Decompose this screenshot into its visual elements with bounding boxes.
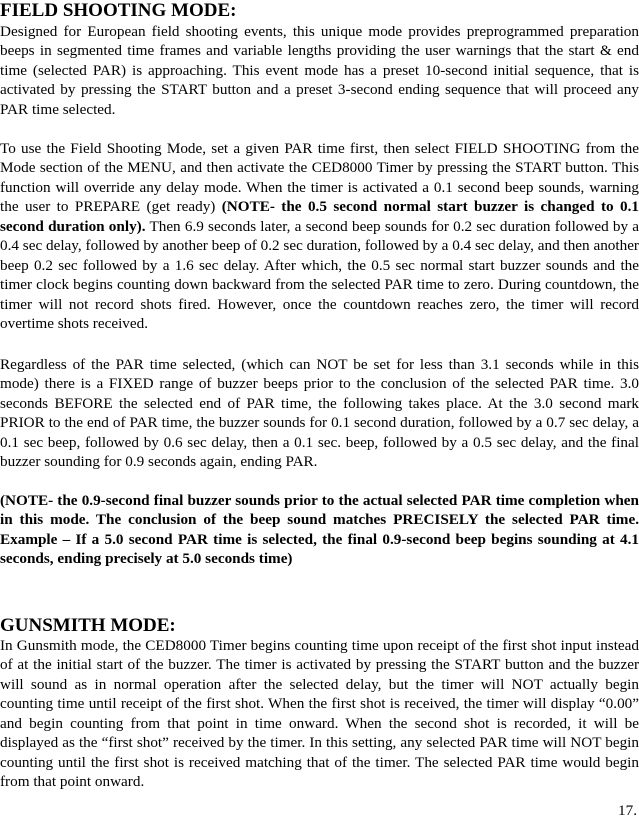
field-shooting-par-range-paragraph: Regardless of the PAR time selected, (which can NOT be set for less than 3.1 seconds while in this mode) there is a FIXED range of buzzer beeps prior to the conclusion of the selected PAR time. 3.0 seconds BEFORE the selected end of PAR time, the following takes place. At the 3.0 second mark PRIOR to the end of PAR time, the buzzer sounds for 0.1 second duration, followed by a 0.7 sec delay, a 0.1 sec beep, followed by 0.6 sec delay, then a 0.1 sec. beep, followed by a 0.5 sec delay, and the final buzzer sounding for 0.9 seconds again, ending PAR. [0,356,639,471]
usage-text-end: Then 6.9 seconds later, a second beep sounds for 0.2 sec duration followed by a 0.4 sec delay, followed by another beep of 0.2 sec duration, followed by a 0.4 sec delay, and then another beep 0.2 sec followed by a 1.6 sec delay. After which, the 0.5 sec normal start buzzer sounds and the timer clock begins counting down backward from the selected PAR time to zero. During countdown, the timer will not record shots fired. However, once the countdown reaches zero, the timer will record overtime shots received. [0,217,639,333]
gunsmith-heading: GUNSMITH MODE: [0,615,176,636]
field-shooting-usage-paragraph [0,139,639,334]
field-shooting-intro-paragraph: Designed for European field shooting events, this unique mode provides preprogrammed preparation beeps in segmented time frames and variable lengths providing the user warnings that the start & end time (selected PAR) is approaching. This event mode has a preset 10-second initial sequence, that is activated by pressing the START button and a preset 3-second ending sequence that will proceed any PAR time selected. [0,23,639,118]
gunsmith-paragraph: In Gunsmith mode, the CED8000 Timer begins counting time upon receipt of the first shot input instead of at the initial start of the buzzer. The timer is activated by pressing the START button and the buzzer will sound as in normal operation after the selected delay, but the timer will NOT actually begin counting time until receipt of the first shot. When the first shot is received, the timer will display “0.00” and begin counting from that point in time onward. When the second shot is recorded, it will be displayed as the “first shot” received by the timer. In this setting, any selected PAR time will NOT begin counting until the first shot is received matching that of the timer. The selected PAR time would begin from that point onward. [0,637,639,791]
usage-text-start: To use the Field Shooting Mode, set a given PAR time first, then select FIELD SHOOTING from the Mode section of the MENU, and then activate the CED8000 Timer by pressing the START button. This function will override any delay mode. When the timer is activated a 0.1 second beep sounds, warning the user to PREPARE (get ready) [0,140,639,216]
final-buzzer-note: (NOTE- the 0.9-second final buzzer sounds prior to the actual selected PAR time completion when in this mode. The conclusion of the beep sound matches PRECISELY the selected PAR time. Example – If a 5.0 second PAR time is selected, the final 0.9-second beep begins sounding at 4.1 seconds, ending precisely at 5.0 seconds time) [0,492,639,568]
field-shooting-heading: FIELD SHOOTING MODE: [0,0,237,21]
start-buzzer-note: (NOTE- the 0.5 second normal start buzzer is changed to 0.1 second duration only). [0,198,639,235]
page-number: 17. [618,802,637,819]
